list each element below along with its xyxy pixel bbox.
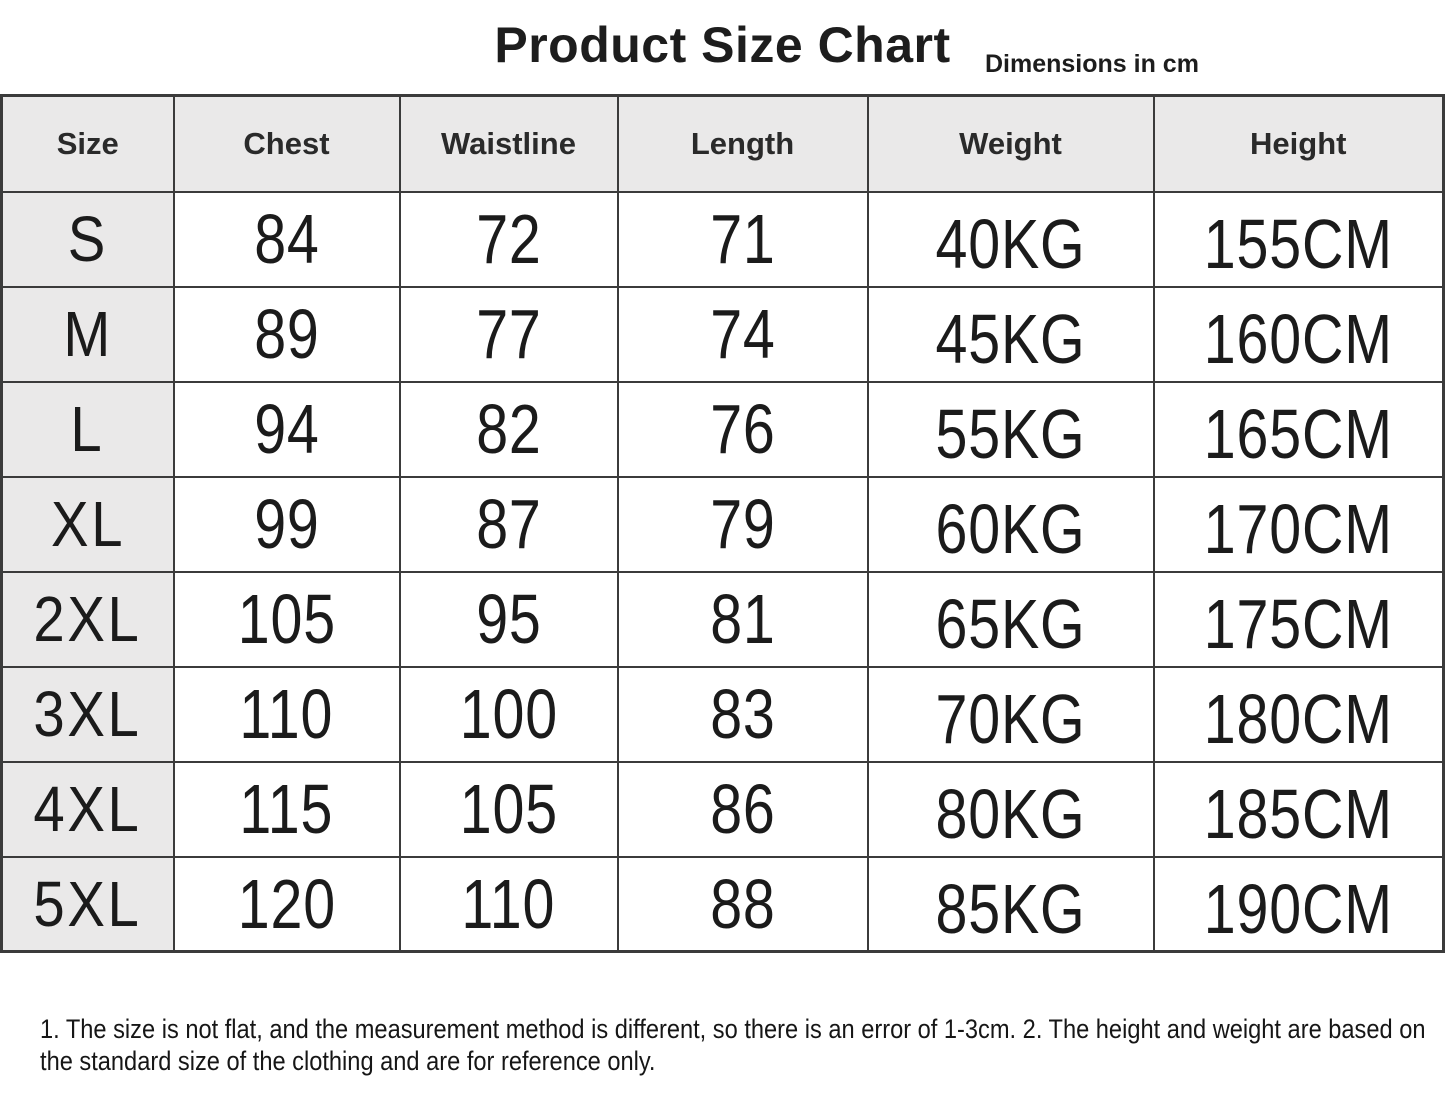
cell-height xyxy=(1154,572,1444,667)
length-value: 83 xyxy=(709,675,776,753)
units-note: Dimensions in cm xyxy=(985,50,1199,78)
length-value: 86 xyxy=(709,770,776,848)
cell-chest xyxy=(174,572,400,667)
table-row xyxy=(2,287,1444,382)
weight-value: 45KG xyxy=(935,300,1086,378)
weight-value: 55KG xyxy=(935,395,1086,473)
weight-value: 70KG xyxy=(935,680,1086,758)
table-row xyxy=(2,572,1444,667)
length-value: 71 xyxy=(709,200,776,278)
size-value: 3XL xyxy=(33,678,142,750)
row-label-size xyxy=(2,192,174,287)
waistline-value: 100 xyxy=(459,675,558,753)
size-value: 5XL xyxy=(33,867,142,940)
waistline-value: 95 xyxy=(475,580,542,658)
size-value: XL xyxy=(50,488,125,560)
table-body xyxy=(2,192,1444,952)
length-value: 74 xyxy=(709,295,776,373)
height-value: 170CM xyxy=(1203,490,1393,568)
disclaimer-text: 1. The size is not flat, and the measurement method is different, so there is an error of 1-3cm. 2. The height and weight are based on the standard size of the clothing and are for reference only. xyxy=(40,1014,1426,1077)
height-value: 160CM xyxy=(1203,300,1393,378)
row-label-size xyxy=(2,857,174,952)
size-value: M xyxy=(62,298,113,370)
row-label-size xyxy=(2,477,174,572)
cell-waistline xyxy=(400,762,618,857)
size-value: 4XL xyxy=(33,773,142,845)
header-row xyxy=(2,96,1444,192)
height-value: 190CM xyxy=(1203,869,1393,948)
cell-waistline xyxy=(400,287,618,382)
waistline-value: 82 xyxy=(475,390,542,468)
table-row xyxy=(2,667,1444,762)
chest-value: 115 xyxy=(239,770,334,848)
cell-height xyxy=(1154,477,1444,572)
cell-weight xyxy=(868,192,1154,287)
cell-weight xyxy=(868,762,1154,857)
cell-height xyxy=(1154,382,1444,477)
cell-waistline xyxy=(400,667,618,762)
cell-height xyxy=(1154,762,1444,857)
cell-waistline xyxy=(400,572,618,667)
weight-value: 60KG xyxy=(935,490,1086,568)
chest-value: 110 xyxy=(239,675,334,753)
column-header-height: Height xyxy=(1154,96,1444,192)
cell-height xyxy=(1154,667,1444,762)
height-value: 175CM xyxy=(1203,585,1393,663)
cell-length xyxy=(618,382,868,477)
chest-value: 84 xyxy=(253,200,320,278)
cell-length xyxy=(618,857,868,952)
chest-value: 89 xyxy=(253,295,320,373)
cell-length xyxy=(618,287,868,382)
row-label-size xyxy=(2,667,174,762)
cell-weight xyxy=(868,572,1154,667)
cell-chest xyxy=(174,857,400,952)
cell-length xyxy=(618,667,868,762)
length-value: 88 xyxy=(709,864,776,943)
page-title: Product Size Chart xyxy=(494,17,951,73)
waistline-value: 110 xyxy=(461,864,556,943)
column-header-length: Length xyxy=(618,96,868,192)
size-value: L xyxy=(70,393,105,465)
weight-value: 80KG xyxy=(935,775,1086,853)
column-header-waistline: Waistline xyxy=(400,96,618,192)
row-label-size xyxy=(2,287,174,382)
cell-weight xyxy=(868,382,1154,477)
chest-value: 105 xyxy=(237,580,336,658)
chest-value: 99 xyxy=(253,485,320,563)
cell-length xyxy=(618,572,868,667)
height-value: 180CM xyxy=(1203,680,1393,758)
row-label-size xyxy=(2,762,174,857)
table-row xyxy=(2,192,1444,287)
column-header-weight: Weight xyxy=(868,96,1154,192)
title-row xyxy=(0,0,1445,94)
table-row xyxy=(2,382,1444,477)
cell-length xyxy=(618,477,868,572)
size-value: 2XL xyxy=(33,583,142,655)
table-row xyxy=(2,762,1444,857)
height-value: 185CM xyxy=(1203,775,1393,853)
size-chart-table xyxy=(0,94,1445,953)
cell-weight xyxy=(868,667,1154,762)
cell-waistline xyxy=(400,477,618,572)
cell-waistline xyxy=(400,857,618,952)
waistline-value: 105 xyxy=(459,770,558,848)
cell-weight xyxy=(868,287,1154,382)
column-header-size: Size xyxy=(2,96,174,192)
cell-chest xyxy=(174,287,400,382)
cell-weight xyxy=(868,477,1154,572)
cell-chest xyxy=(174,762,400,857)
chest-value: 120 xyxy=(237,864,336,943)
length-value: 79 xyxy=(709,485,776,563)
table-row xyxy=(2,857,1444,952)
weight-value: 85KG xyxy=(935,869,1086,948)
weight-value: 65KG xyxy=(935,585,1086,663)
cell-height xyxy=(1154,192,1444,287)
cell-chest xyxy=(174,382,400,477)
waistline-value: 87 xyxy=(475,485,542,563)
cell-length xyxy=(618,192,868,287)
size-value: S xyxy=(67,203,108,275)
table-row xyxy=(2,477,1444,572)
weight-value: 40KG xyxy=(935,205,1086,283)
length-value: 81 xyxy=(709,580,776,658)
chest-value: 94 xyxy=(253,390,320,468)
table-header xyxy=(2,96,1444,192)
waistline-value: 72 xyxy=(475,200,542,278)
cell-waistline xyxy=(400,382,618,477)
cell-height xyxy=(1154,857,1444,952)
cell-chest xyxy=(174,667,400,762)
waistline-value: 77 xyxy=(475,295,542,373)
cell-chest xyxy=(174,192,400,287)
cell-chest xyxy=(174,477,400,572)
cell-length xyxy=(618,762,868,857)
row-label-size xyxy=(2,572,174,667)
row-label-size xyxy=(2,382,174,477)
height-value: 165CM xyxy=(1203,395,1393,473)
cell-waistline xyxy=(400,192,618,287)
column-header-chest: Chest xyxy=(174,96,400,192)
cell-weight xyxy=(868,857,1154,952)
height-value: 155CM xyxy=(1203,205,1393,283)
cell-height xyxy=(1154,287,1444,382)
length-value: 76 xyxy=(709,390,776,468)
